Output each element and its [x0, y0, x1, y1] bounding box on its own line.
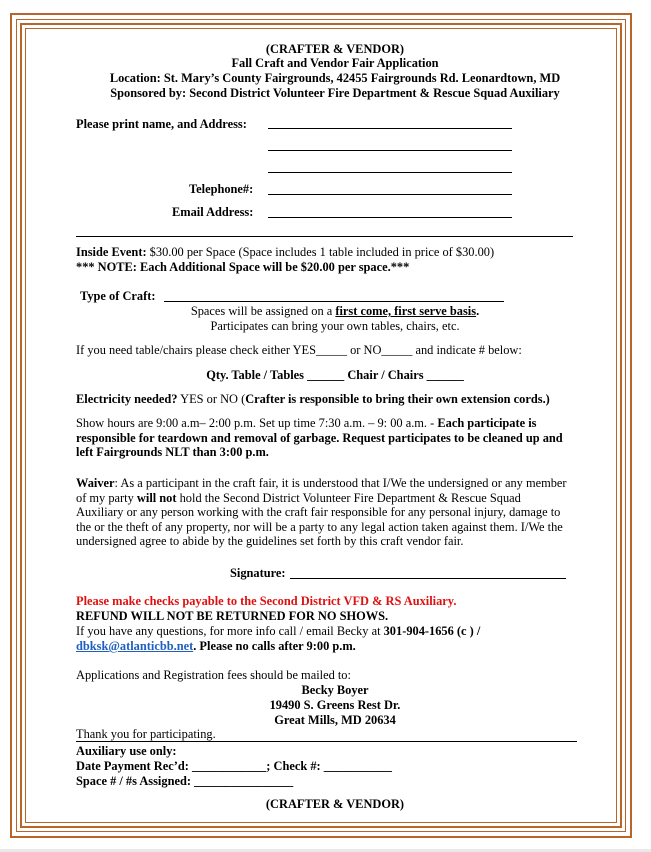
waiver-will-not: will not	[136, 490, 177, 505]
mailing-city: Great Mills, MD 20634	[274, 713, 396, 727]
signature-field[interactable]	[290, 578, 566, 579]
footer-tag: (CRAFTER & VENDOR)	[265, 797, 405, 811]
no-calls-note: . Please no calls after 9:00 p.m.	[193, 639, 356, 653]
address-field-1[interactable]	[268, 150, 512, 151]
mailing-intro: Applications and Registration fees should be mailed to:	[76, 668, 351, 682]
additional-space-note: *** NOTE: Each Additional Space will be $20.00 per space.***	[76, 260, 410, 274]
table-chair-question: If you need table/chairs please check either YES_____ or NO_____ and indicate # below:	[76, 343, 522, 357]
thank-you-note: Thank you for participating.	[76, 727, 216, 741]
waiver-text-1: : As a participant in the craft fair, it is understood that I/We the undersigned or any member of my party	[76, 476, 567, 505]
inside-event-label: Inside Event:	[76, 245, 147, 259]
email-label: Email Address:	[172, 205, 254, 219]
assignment-note-post: .	[476, 304, 480, 318]
refund-note: REFUND WILL NOT BE RETURNED FOR NO SHOWS.	[76, 609, 389, 623]
contact-phone: 301-904-1656 (c ) /	[383, 624, 481, 638]
waiver-label: Waiver	[76, 476, 115, 490]
mailing-street: 19490 S. Greens Rest Dr.	[269, 698, 401, 712]
contact-email-link[interactable]: dbksk@atlanticbb.net	[76, 639, 194, 653]
assignment-note	[30, 304, 640, 319]
assignment-note-pre: Spaces will be assigned on a	[190, 304, 336, 318]
bring-own-note: Participates can bring your own tables, chairs, etc.	[210, 319, 460, 333]
show-hours-text: Show hours are 9:00 a.m– 2:00 p.m. Set up time 7:30 a.m. – 9: 00 a.m. -	[76, 416, 438, 430]
craft-type-field[interactable]	[164, 301, 504, 302]
questions-line	[76, 624, 480, 639]
teardown-text: Each participate is responsible for teardown and removal of garbage. Request participates to be cleaned up and left Fairgrounds NLT than 3:00 p.m.	[76, 416, 563, 460]
auxiliary-divider	[76, 741, 577, 742]
inside-event-price: $30.00 per Space (Space includes 1 table included in price of $30.00)	[146, 245, 495, 259]
mailing-name: Becky Boyer	[301, 683, 369, 697]
auxiliary-title: Auxiliary use only:	[76, 744, 177, 758]
telephone-field[interactable]	[268, 194, 512, 195]
name-address-label: Please print name, and Address:	[76, 117, 247, 131]
email-field[interactable]	[268, 217, 512, 218]
show-hours-paragraph	[76, 416, 566, 460]
address-field-2[interactable]	[268, 172, 512, 173]
electricity-label: Electricity needed?	[76, 392, 178, 406]
section-divider	[76, 236, 573, 237]
email-line	[76, 639, 356, 654]
waiver-paragraph	[76, 476, 568, 549]
signature-label: Signature:	[230, 566, 286, 580]
sponsor-line: Sponsored by: Second District Volunteer Fire Department & Rescue Squad Auxiliary	[110, 86, 560, 100]
form-title: Fall Craft and Vendor Fair Application	[231, 56, 439, 70]
name-field[interactable]	[268, 128, 512, 129]
header-tag: (CRAFTER & VENDOR)	[265, 42, 405, 56]
payment-received-line: Date Payment Rec’d: ____________; Check #: ___________	[76, 759, 392, 773]
electricity-question	[76, 392, 550, 407]
qty-table-chair-line: Qty. Table / Tables ______ Chair / Chairs ______	[206, 368, 464, 382]
waiver-text-2: hold the Second District Volunteer Fire Department & Rescue Squad Auxiliary or any person working with the craft fair responsible for any personal injury, damage to the or the theft of any property, nor will be a party to any legal action taken against them. I/We the undersigned agree to abide by the guidelines set forth by this craft vendor fair.	[76, 490, 563, 549]
checks-payable-note: Please make checks payable to the Second District VFD & RS Auxiliary.	[76, 594, 457, 608]
location-line: Location: St. Mary’s County Fairgrounds, 42455 Fairgrounds Rd. Leonardtown, MD	[109, 71, 561, 85]
craft-type-label: Type of Craft:	[80, 289, 156, 303]
space-assigned-line: Space # / #s Assigned: ________________	[76, 774, 294, 788]
electricity-options: YES or NO (	[177, 392, 246, 406]
questions-text: If you have any questions, for more info call / email Becky at	[76, 624, 384, 638]
assignment-note-emphasis: first come, first serve basis	[335, 304, 477, 318]
inside-event-line	[76, 245, 494, 260]
electricity-note: Crafter is responsible to bring their own extension cords.)	[245, 392, 550, 406]
telephone-label: Telephone#:	[189, 182, 254, 196]
